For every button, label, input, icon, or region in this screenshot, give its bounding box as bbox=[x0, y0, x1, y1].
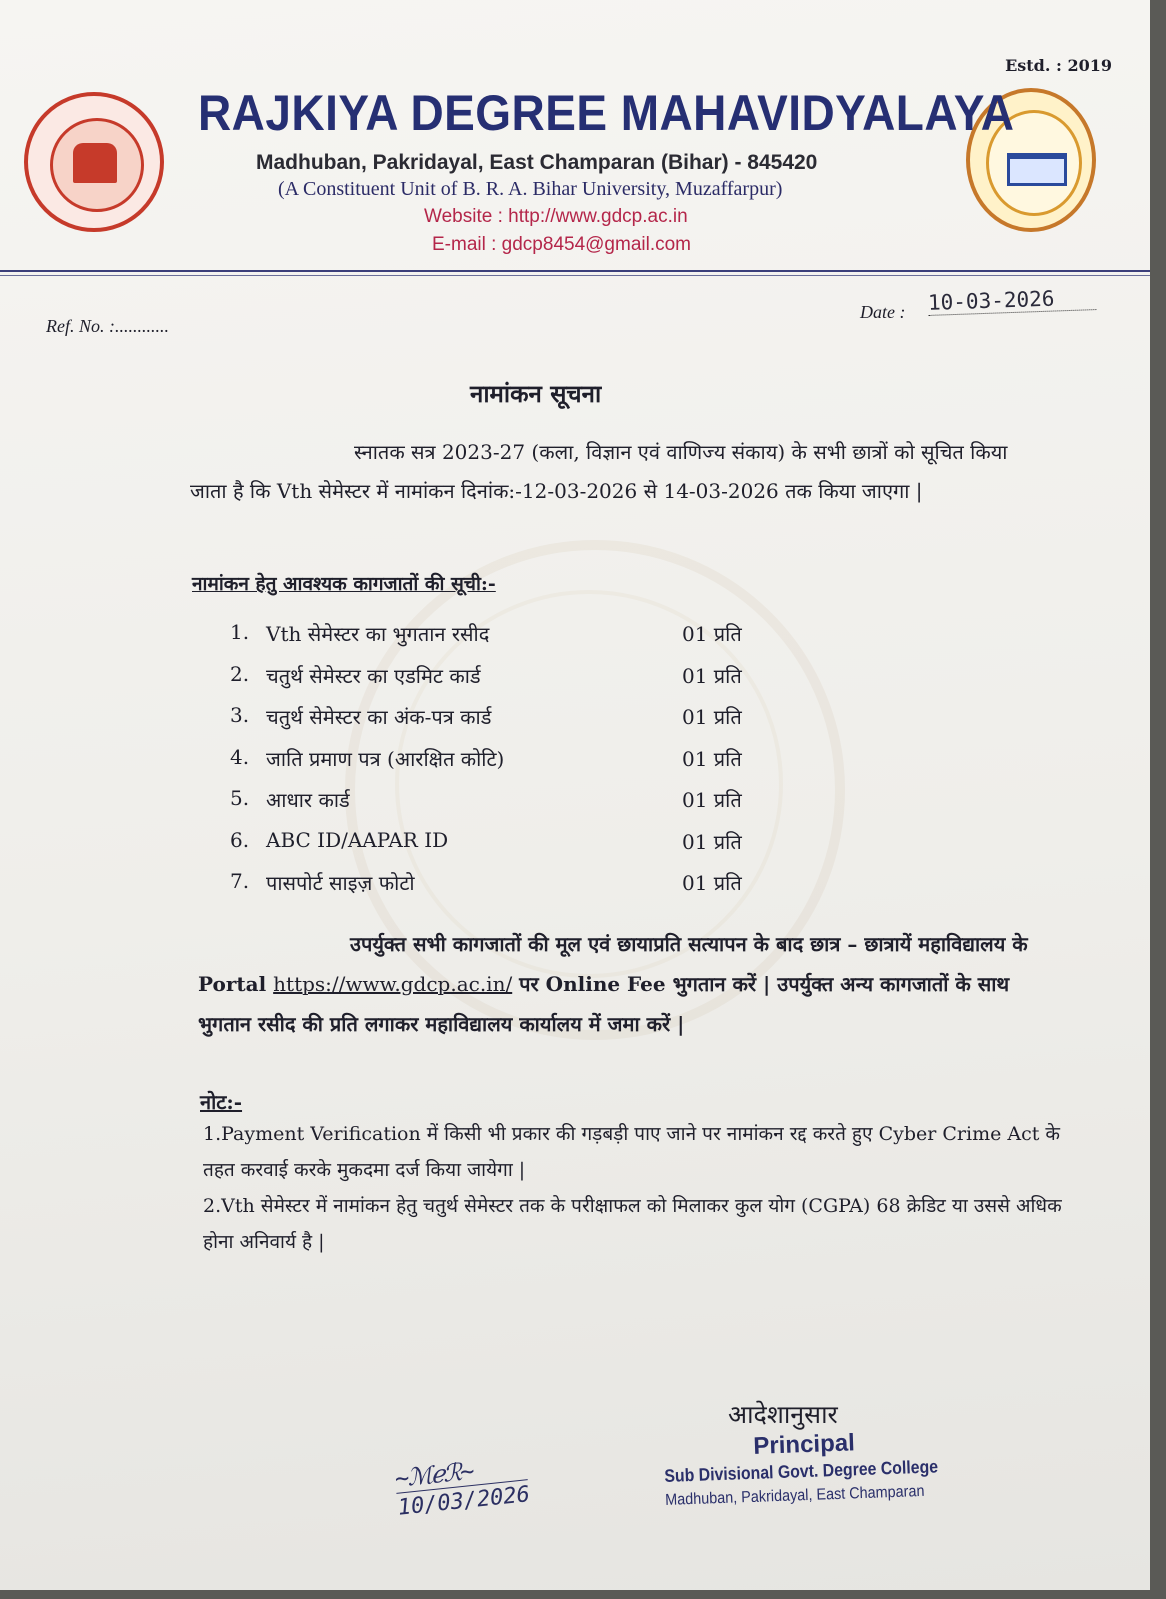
item-number: 4. bbox=[230, 744, 250, 769]
college-name: RAJKIYA DEGREE MAHAVIDYALAYA bbox=[198, 85, 1015, 141]
item-name: पासपोर्ट साइज़ फोटो bbox=[266, 871, 415, 895]
list-item bbox=[230, 620, 790, 662]
list-item bbox=[230, 828, 790, 870]
item-name: चतुर्थ सेमेस्टर का अंक-पत्र कार्ड bbox=[266, 705, 492, 729]
university-logo bbox=[24, 92, 164, 232]
note-heading: नोट:- bbox=[200, 1090, 243, 1114]
item-number: 6. bbox=[230, 827, 250, 852]
instruction-text-2: पर Online Fee भुगतान करें | उपर्युक्त अन्य कागजातों के साथ भुगतान रसीद की प्रति लगाकर महाविद्यालय कार्यालय में जमा करें | bbox=[198, 972, 1010, 1036]
signature-date: 10/03/2026 bbox=[396, 1482, 532, 1521]
item-number: 1. bbox=[230, 620, 250, 644]
item-name: Vth सेमेस्टर का भुगतान रसीद bbox=[266, 622, 490, 646]
website-link[interactable]: Website : http://www.gdcp.ac.in bbox=[424, 206, 688, 227]
college-address: Madhuban, Pakridayal, East Champaran (Bihar) - 845420 bbox=[256, 151, 818, 174]
ref-number: Ref. No. :............ bbox=[46, 316, 169, 336]
principal-stamp bbox=[663, 1425, 976, 1514]
item-name: चतुर्थ सेमेस्टर का एडमिट कार्ड bbox=[266, 663, 481, 688]
item-copies: 01 प्रति bbox=[682, 746, 742, 771]
item-copies: 01 प्रति bbox=[682, 622, 742, 646]
item-copies: 01 प्रति bbox=[682, 705, 742, 729]
list-item bbox=[230, 662, 790, 704]
item-copies: 01 प्रति bbox=[682, 788, 742, 812]
documents-list bbox=[230, 620, 790, 911]
constituent-unit: (A Constituent Unit of B. R. A. Bihar University, Muzaffarpur) bbox=[278, 178, 783, 200]
item-copies: 01 प्रति bbox=[682, 871, 742, 895]
note-item: 2.Vth सेमेस्टर में नामांकन हेतु चतुर्थ सेमेस्टर तक के परीक्षाफल को मिलाकर कुल योग (CGPA) 68 क्रेडिट या उससे अधिक होना अनिवार्य है | bbox=[203, 1195, 1062, 1253]
item-copies: 01 प्रति bbox=[682, 663, 742, 688]
header-divider-thin bbox=[0, 275, 1150, 276]
documents-list-title: नामांकन हेतु आवश्यक कागजातों की सूची:- bbox=[192, 573, 496, 595]
item-name: ABC ID/AAPAR ID bbox=[266, 827, 449, 852]
stamp-place: Madhuban, Pakridayal, East Champaran bbox=[664, 1482, 925, 1509]
date-value: 10-03-2026 bbox=[928, 285, 1097, 316]
header-divider bbox=[0, 270, 1150, 272]
notice-paragraph-text: स्नातक सत्र 2023-27 (कला, विज्ञान एवं वाणिज्य संकाय) के सभी छात्रों को सूचित किया जाता है कि Vth सेमेस्टर में नामांकन दिनांक:-12-03-2026 से 14-03-2026 तक किया जाएगा | bbox=[190, 440, 1008, 503]
item-number: 2. bbox=[230, 661, 250, 686]
portal-link[interactable]: https://www.gdcp.ac.in/ bbox=[273, 972, 513, 996]
item-name: जाति प्रमाण पत्र (आरक्षित कोटि) bbox=[266, 746, 505, 771]
item-number: 7. bbox=[230, 869, 250, 893]
list-item bbox=[230, 745, 790, 787]
handwritten-signature bbox=[393, 1451, 531, 1521]
list-item bbox=[230, 703, 790, 745]
list-item bbox=[230, 869, 790, 911]
established-year: Estd. : 2019 bbox=[1005, 56, 1112, 75]
item-number: 5. bbox=[230, 786, 250, 810]
item-number: 3. bbox=[230, 703, 250, 727]
item-copies: 01 प्रति bbox=[682, 829, 742, 854]
notes-list bbox=[203, 1116, 1063, 1260]
date-label: Date : bbox=[860, 302, 906, 322]
item-name: आधार कार्ड bbox=[266, 788, 350, 812]
notice-paragraph bbox=[190, 433, 1050, 511]
signature-scribble: ~ℳℯℛ~ bbox=[393, 1451, 528, 1494]
order-text: आदेशानुसार bbox=[728, 1400, 838, 1429]
instruction-text-1: उपर्युक्त सभी कागजातों की मूल एवं छायाप्रति सत्यापन के बाद छात्र – छात्रायें महाविद्यालय के Portal bbox=[198, 932, 1028, 996]
note-item: 1.Payment Verification में किसी भी प्रकार की गड़बड़ी पाए जाने पर नामांकन रद्द करते हुए Cyber Crime Act के तहत करवाई करके मुकदमा दर्ज किया जायेगा | bbox=[203, 1123, 1060, 1181]
notice-heading: नामांकन सूचना bbox=[470, 379, 602, 408]
email-link[interactable]: E-mail : gdcp8454@gmail.com bbox=[432, 234, 692, 255]
stamp-title: Principal bbox=[752, 1429, 856, 1460]
stamp-college: Sub Divisional Govt. Degree College bbox=[664, 1456, 939, 1486]
list-item bbox=[230, 786, 790, 828]
payment-instructions bbox=[198, 924, 1058, 1044]
